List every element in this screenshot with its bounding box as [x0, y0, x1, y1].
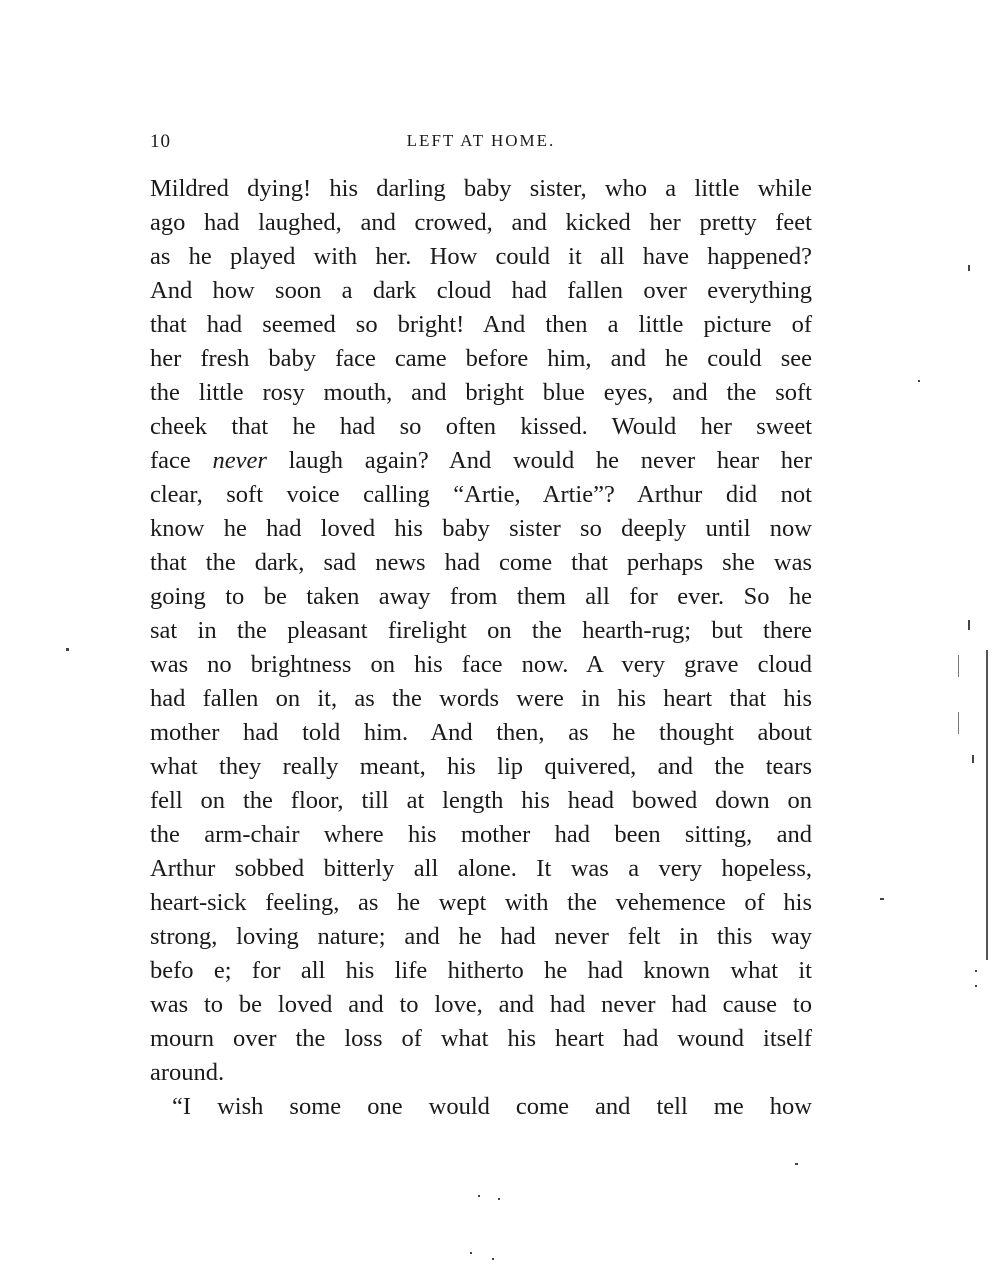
text-line: “I wish some one would come and tell me how: [172, 1093, 812, 1120]
scan-artifact-tick: [958, 712, 959, 734]
text-line: as he played with her. How could it all have happened?: [150, 243, 812, 270]
scan-artifact-dot: [470, 1252, 472, 1254]
text-line: was to be loved and to love, and had never had cause to: [150, 991, 812, 1018]
text-line: heart-sick feeling, as he wept with the vehemence of his: [150, 889, 812, 916]
text-line: the little rosy mouth, and bright blue eyes, and the soft: [150, 379, 812, 406]
text-line: Mildred dying! his darling baby sister, who a little while: [150, 175, 812, 202]
scan-artifact-dot: [66, 648, 69, 651]
text-line: strong, loving nature; and he had never felt in this way: [150, 923, 812, 950]
text-fragment: laugh again? And would he never hear her: [266, 447, 812, 474]
text-line: what they really meant, his lip quivered, and the tears: [150, 753, 812, 780]
text-line-with-emphasis: [150, 444, 812, 478]
text-line: mother had told him. And then, as he thought about: [150, 719, 812, 746]
scan-artifact-dot: [795, 1163, 798, 1165]
text-line: that had seemed so bright! And then a little picture of: [150, 311, 812, 338]
scan-artifact-dot: [492, 1258, 494, 1260]
text-line: the arm-chair where his mother had been sitting, and: [150, 821, 812, 848]
paragraph: [150, 172, 812, 1090]
scan-artifact-tick: [968, 620, 970, 630]
text-line: ago had laughed, and crowed, and kicked her pretty feet: [150, 209, 812, 236]
text-line: mourn over the loss of what his heart had wound itself: [150, 1025, 812, 1052]
text-line: had fallen on it, as the words were in his heart that his: [150, 685, 812, 712]
text-line: clear, soft voice calling “Artie, Artie”? Arthur did not: [150, 481, 812, 508]
scan-artifact-dot: [498, 1198, 500, 1200]
text-line: cheek that he had so often kissed. Would her sweet: [150, 413, 812, 440]
scan-artifact-tick: [958, 655, 959, 677]
text-line: sat in the pleasant firelight on the hearth-rug; but there: [150, 617, 812, 644]
text-line: befo e; for all his life hitherto he had known what it: [150, 957, 812, 984]
scan-artifact-dot: [918, 380, 920, 382]
scan-artifact-dot: [975, 970, 977, 972]
body-text: [150, 172, 812, 1124]
text-line: her fresh baby face came before him, and he could see: [150, 345, 812, 372]
text-line: fell on the floor, till at length his head bowed down on: [150, 787, 812, 814]
text-line: that the dark, sad news had come that perhaps she was: [150, 549, 812, 576]
scan-artifact-dot: [975, 985, 977, 987]
text-line: around.: [150, 1059, 225, 1086]
running-head: LEFT AT HOME.: [406, 131, 556, 150]
text-fragment: face: [150, 447, 213, 474]
text-line: And how soon a dark cloud had fallen over everything: [150, 277, 812, 304]
emphasized-word: never: [212, 447, 267, 474]
page-header: [150, 131, 812, 155]
text-line: Arthur sobbed bitterly all alone. It was a very hopeless,: [150, 855, 812, 882]
text-line: know he had loved his baby sister so deeply until now: [150, 515, 812, 542]
text-line: was no brightness on his face now. A very grave cloud: [150, 651, 812, 678]
text-line: going to be taken away from them all for ever. So he: [150, 583, 812, 610]
paragraph: [150, 1090, 812, 1124]
scan-artifact-dot: [968, 265, 970, 271]
scan-artifact-line: [986, 650, 988, 960]
scan-artifact-tick: [972, 755, 974, 763]
scan-artifact-dot: [880, 898, 884, 900]
page-number: 10: [150, 131, 171, 152]
scan-artifact-dot: [478, 1195, 480, 1197]
